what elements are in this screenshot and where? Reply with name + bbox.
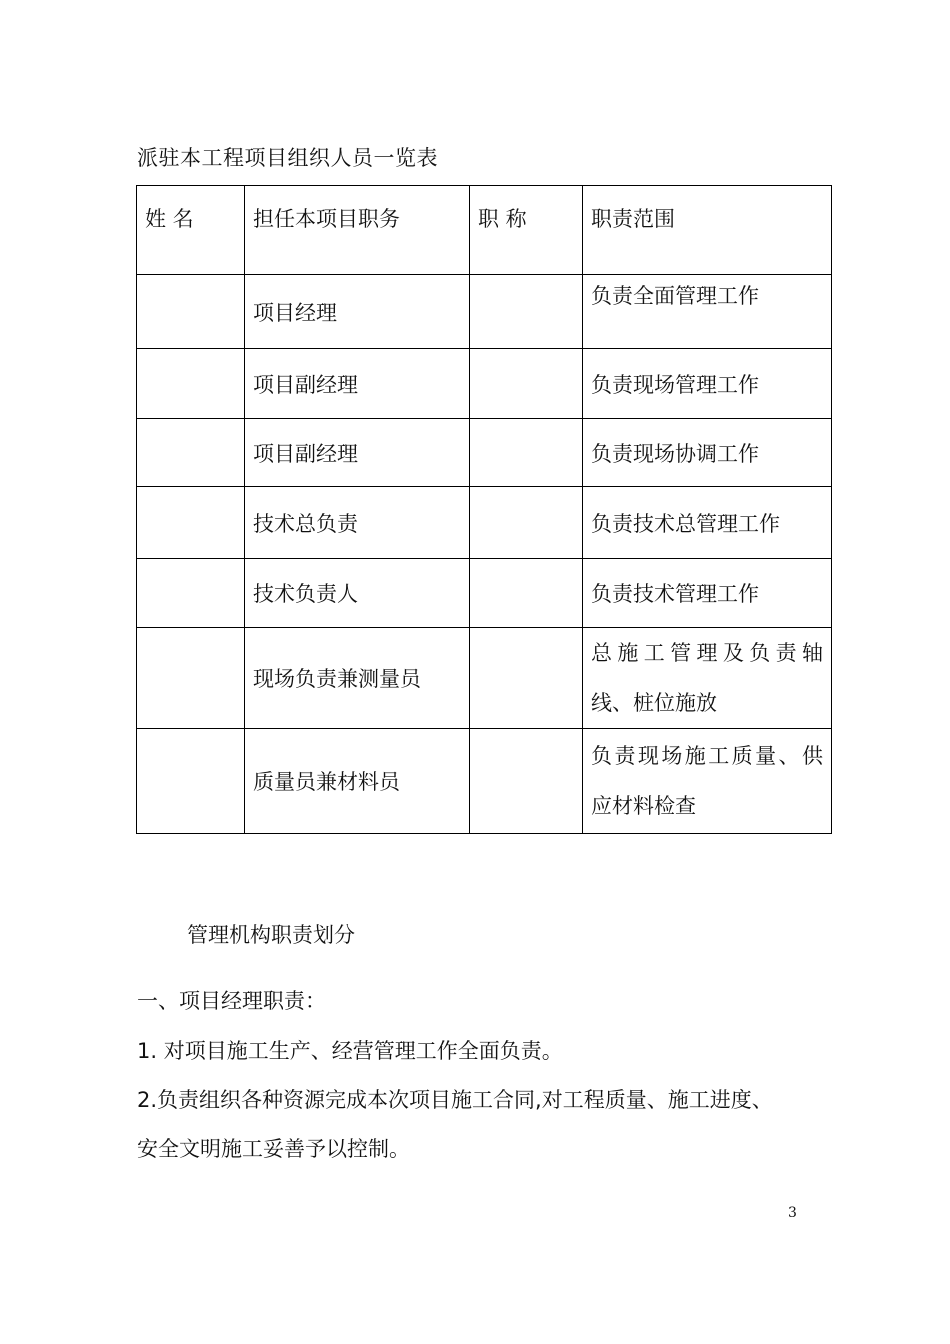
table-row <box>137 349 832 419</box>
cell-scope: 负责全面管理工作 <box>583 275 832 349</box>
cell-name <box>137 628 245 729</box>
table-row <box>137 275 832 349</box>
cell-position: 技术总负责 <box>245 487 470 559</box>
cell-title <box>470 559 583 628</box>
cell-name <box>137 729 245 834</box>
list-item: 安全文明施工妥善予以控制。 <box>137 1137 410 1161</box>
cell-scope <box>583 729 832 834</box>
list-item: 2.负责组织各种资源完成本次项目施工合同,对工程质量、施工进度、 <box>137 1088 773 1112</box>
cell-position: 质量员兼材料员 <box>245 729 470 834</box>
list-item: 1. 对项目施工生产、经营管理工作全面负责。 <box>137 1039 563 1063</box>
cell-scope: 负责现场管理工作 <box>583 349 832 419</box>
cell-name <box>137 559 245 628</box>
table-title: 派驻本工程项目组织人员一览表 <box>137 146 438 170</box>
table-header-row <box>137 186 832 275</box>
cell-name <box>137 487 245 559</box>
cell-name <box>137 349 245 419</box>
cell-title <box>470 419 583 487</box>
cell-position: 项目副经理 <box>245 419 470 487</box>
cell-position: 现场负责兼测量员 <box>245 628 470 729</box>
page-number: 3 <box>788 1205 797 1221</box>
cell-scope: 负责技术管理工作 <box>583 559 832 628</box>
cell-scope <box>583 628 832 729</box>
section-title: 管理机构职责划分 <box>187 923 355 947</box>
cell-title <box>470 729 583 834</box>
cell-scope-line2: 线、桩位施放 <box>591 691 717 715</box>
table-row <box>137 628 832 729</box>
cell-position: 项目副经理 <box>245 349 470 419</box>
table-row <box>137 487 832 559</box>
table-row <box>137 419 832 487</box>
cell-position: 技术负责人 <box>245 559 470 628</box>
section-heading: 一、项目经理职责： <box>137 989 326 1013</box>
cell-title <box>470 275 583 349</box>
cell-title <box>470 487 583 559</box>
cell-scope: 负责现场协调工作 <box>583 419 832 487</box>
staff-table <box>136 185 832 834</box>
table-row <box>137 729 832 834</box>
cell-title <box>470 349 583 419</box>
cell-name <box>137 419 245 487</box>
cell-scope-line2: 应材料检查 <box>591 794 696 818</box>
table-row <box>137 559 832 628</box>
header-title: 职 称 <box>470 186 583 275</box>
header-scope: 职责范围 <box>583 186 832 275</box>
cell-name <box>137 275 245 349</box>
header-name: 姓 名 <box>137 186 245 275</box>
cell-title <box>470 628 583 729</box>
cell-scope-line1: 总施工管理及负责轴 <box>591 641 823 665</box>
cell-scope-line1: 负责现场施工质量、供 <box>591 744 823 768</box>
cell-scope: 负责技术总管理工作 <box>583 487 832 559</box>
cell-position: 项目经理 <box>245 275 470 349</box>
header-position: 担任本项目职务 <box>245 186 470 275</box>
